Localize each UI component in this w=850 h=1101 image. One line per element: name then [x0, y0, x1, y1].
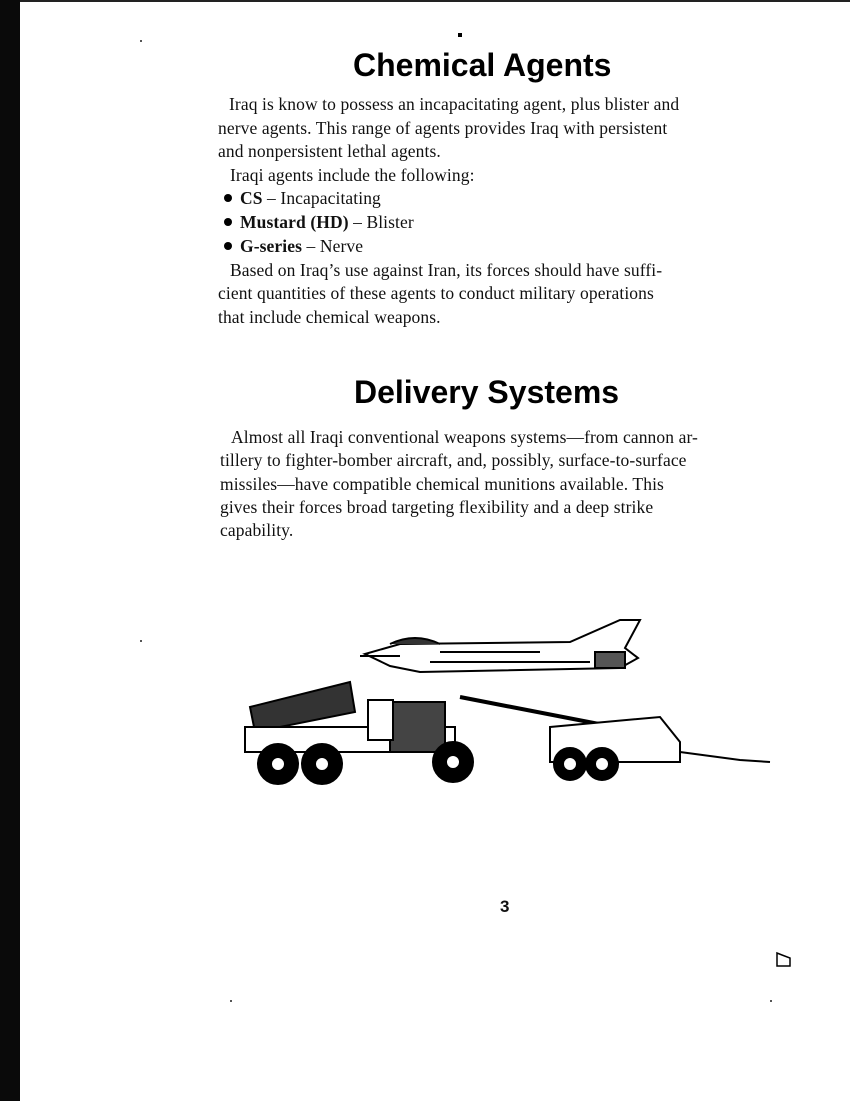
page-corner-mark — [774, 950, 794, 970]
paragraph-line: Based on Iraq’s use against Iran, its forces should have suffi- — [230, 260, 663, 280]
paragraph-line: nerve agents. This range of agents provides Iraq with persistent — [218, 118, 668, 138]
paragraph-line: gives their forces broad targeting flexibility and a deep strike — [220, 497, 654, 517]
paragraph-line: that include chemical weapons. — [218, 307, 441, 327]
scan-edge — [0, 0, 20, 1101]
paragraph-line: Almost all Iraqi conventional weapons systems—from cannon ar- — [231, 427, 698, 447]
scan-speck — [230, 1000, 232, 1002]
bullet-icon — [224, 194, 232, 202]
heading-delivery-systems: Delivery Systems — [354, 374, 620, 410]
scan-speck — [458, 33, 462, 37]
rocket-launcher-truck-drawing — [245, 682, 473, 784]
paragraph-line: and nonpersistent lethal agents. — [218, 141, 441, 161]
scan-speck — [770, 1000, 772, 1002]
bullet-item: G-series – Nerve — [224, 236, 363, 257]
aircraft-drawing — [360, 620, 640, 672]
paragraph-line: tillery to fighter-bomber aircraft, and, possibly, surface-to-surface — [220, 450, 687, 470]
paragraph-line: Iraq is know to possess an incapacitating agent, plus blister and — [229, 94, 680, 114]
scan-speck — [140, 40, 142, 42]
list-intro: Iraqi agents include the following: — [230, 165, 475, 185]
bullet-item: Mustard (HD) – Blister — [224, 212, 414, 233]
bullet-icon — [224, 242, 232, 250]
paragraph-line: capability. — [220, 520, 294, 540]
paragraph-line: missiles—have compatible chemical munitions available. This — [220, 474, 664, 494]
heading-chemical-agents: Chemical Agents — [353, 47, 612, 83]
weapons-illustration — [240, 612, 785, 792]
page-number: 3 — [500, 897, 510, 916]
towed-artillery-drawing — [460, 697, 770, 780]
scan-speck — [140, 640, 142, 642]
bullet-item: CS – Incapacitating — [224, 188, 381, 209]
bullet-icon — [224, 218, 232, 226]
paragraph-line: cient quantities of these agents to conduct military operations — [218, 283, 654, 303]
scan-top-line — [20, 0, 850, 2]
